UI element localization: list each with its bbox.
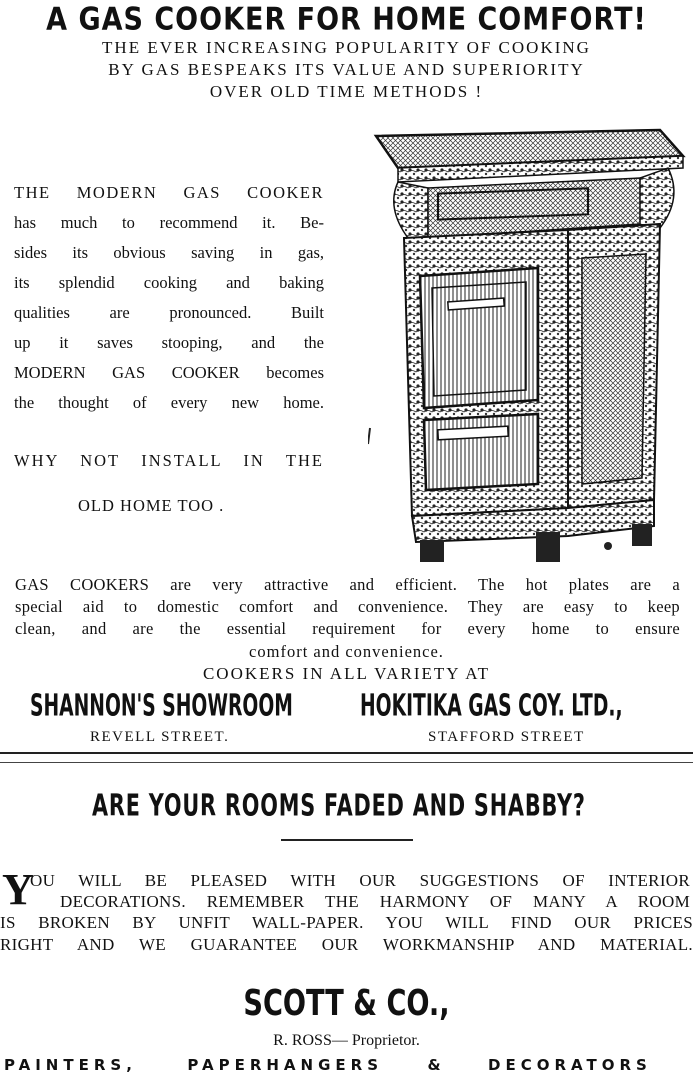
ad1-body-line-4: its splendid cooking and baking [14,273,324,292]
divider-rule-upper [0,752,693,754]
ad1-body-line-3: sides its obvious saving in gas, [14,243,324,262]
gas-cooker-illustration [368,128,688,576]
ad1-right-name: HOKITIKA GAS COY. LTD., [360,689,623,724]
ad1-subhead-line-2: BY GAS BESPEAKS ITS VALUE AND SUPERIORITY [108,60,585,79]
ad1-paragraph-line-3: clean, and are the essential requirement for every home to ensure [15,619,680,638]
ad2-short-rule [281,839,413,841]
ad1-paragraph-last: comfort and convenience. [249,642,444,661]
ad2-trade-paperhangers: PAPERHANGERS [187,1056,384,1074]
ad2-firm-name: SCOTT & CO., [243,982,450,1024]
ad2-proprietor: R. ROSS— Proprietor. [273,1032,420,1049]
ad1-variety: COOKERS IN ALL VARIETY AT [202,664,491,683]
ad1-headline: A GAS COOKER FOR HOME COMFORT! [46,2,647,38]
ad2-line-4: RIGHT AND WE GUARANTEE OUR WORKMANSHIP AND MATERIAL. [0,935,693,954]
ad1-body-line-5: qualities are pronounced. Built [14,303,324,322]
ad1-right-street: STAFFORD STREET [428,729,585,745]
divider-rule-lower [0,762,693,763]
ad1-body-line-1: THE MODERN GAS COOKER [14,183,324,202]
ad1-old-home: OLD HOME TOO . [78,496,225,515]
ad1-paragraph-line-2: special aid to domestic comfort and convenience. They are easy to keep [15,597,680,616]
ad2-headline: ARE YOUR ROOMS FADED AND SHABBY? [92,789,586,824]
ad2-drop-cap: Y [2,865,34,914]
ad2-trades [4,1056,690,1074]
ad2-line-2: DECORATIONS. REMEMBER THE HARMONY OF MANY A ROOM [60,892,690,911]
ad1-body-line-8: the thought of every new home. [14,393,324,412]
ad1-subhead-line-1: THE EVER INCREASING POPULARITY OF COOKING [102,38,591,57]
ad1-paragraph-line-1: GAS COOKERS are very attractive and efficient. The hot plates are a [15,575,680,594]
ad1-subhead-line-3: OVER OLD TIME METHODS ! [209,82,484,101]
ad2-line-3: IS BROKEN BY UNFIT WALL-PAPER. YOU WILL FIND OUR PRICES [0,913,693,932]
ad2-trade-ampersand: & [427,1056,446,1074]
ad1-left-street: REVELL STREET. [90,729,230,745]
ad1-left-name: SHANNON'S SHOWROOM [30,689,293,724]
ad2-line-1: OU WILL BE PLEASED WITH OUR SUGGESTIONS OF INTERIOR [30,871,690,890]
ad1-body-line-2: has much to recommend it. Be- [14,213,324,232]
ad2-trade-painters: PAINTERS, [4,1056,137,1074]
ad1-why-line: WHY NOT INSTALL IN THE [14,451,324,470]
ad1-body-line-7: MODERN GAS COOKER becomes [14,363,324,382]
ad2-trade-decorators: DECORATORS [488,1056,652,1074]
ad1-body-line-6: up it saves stooping, and the [14,333,324,352]
